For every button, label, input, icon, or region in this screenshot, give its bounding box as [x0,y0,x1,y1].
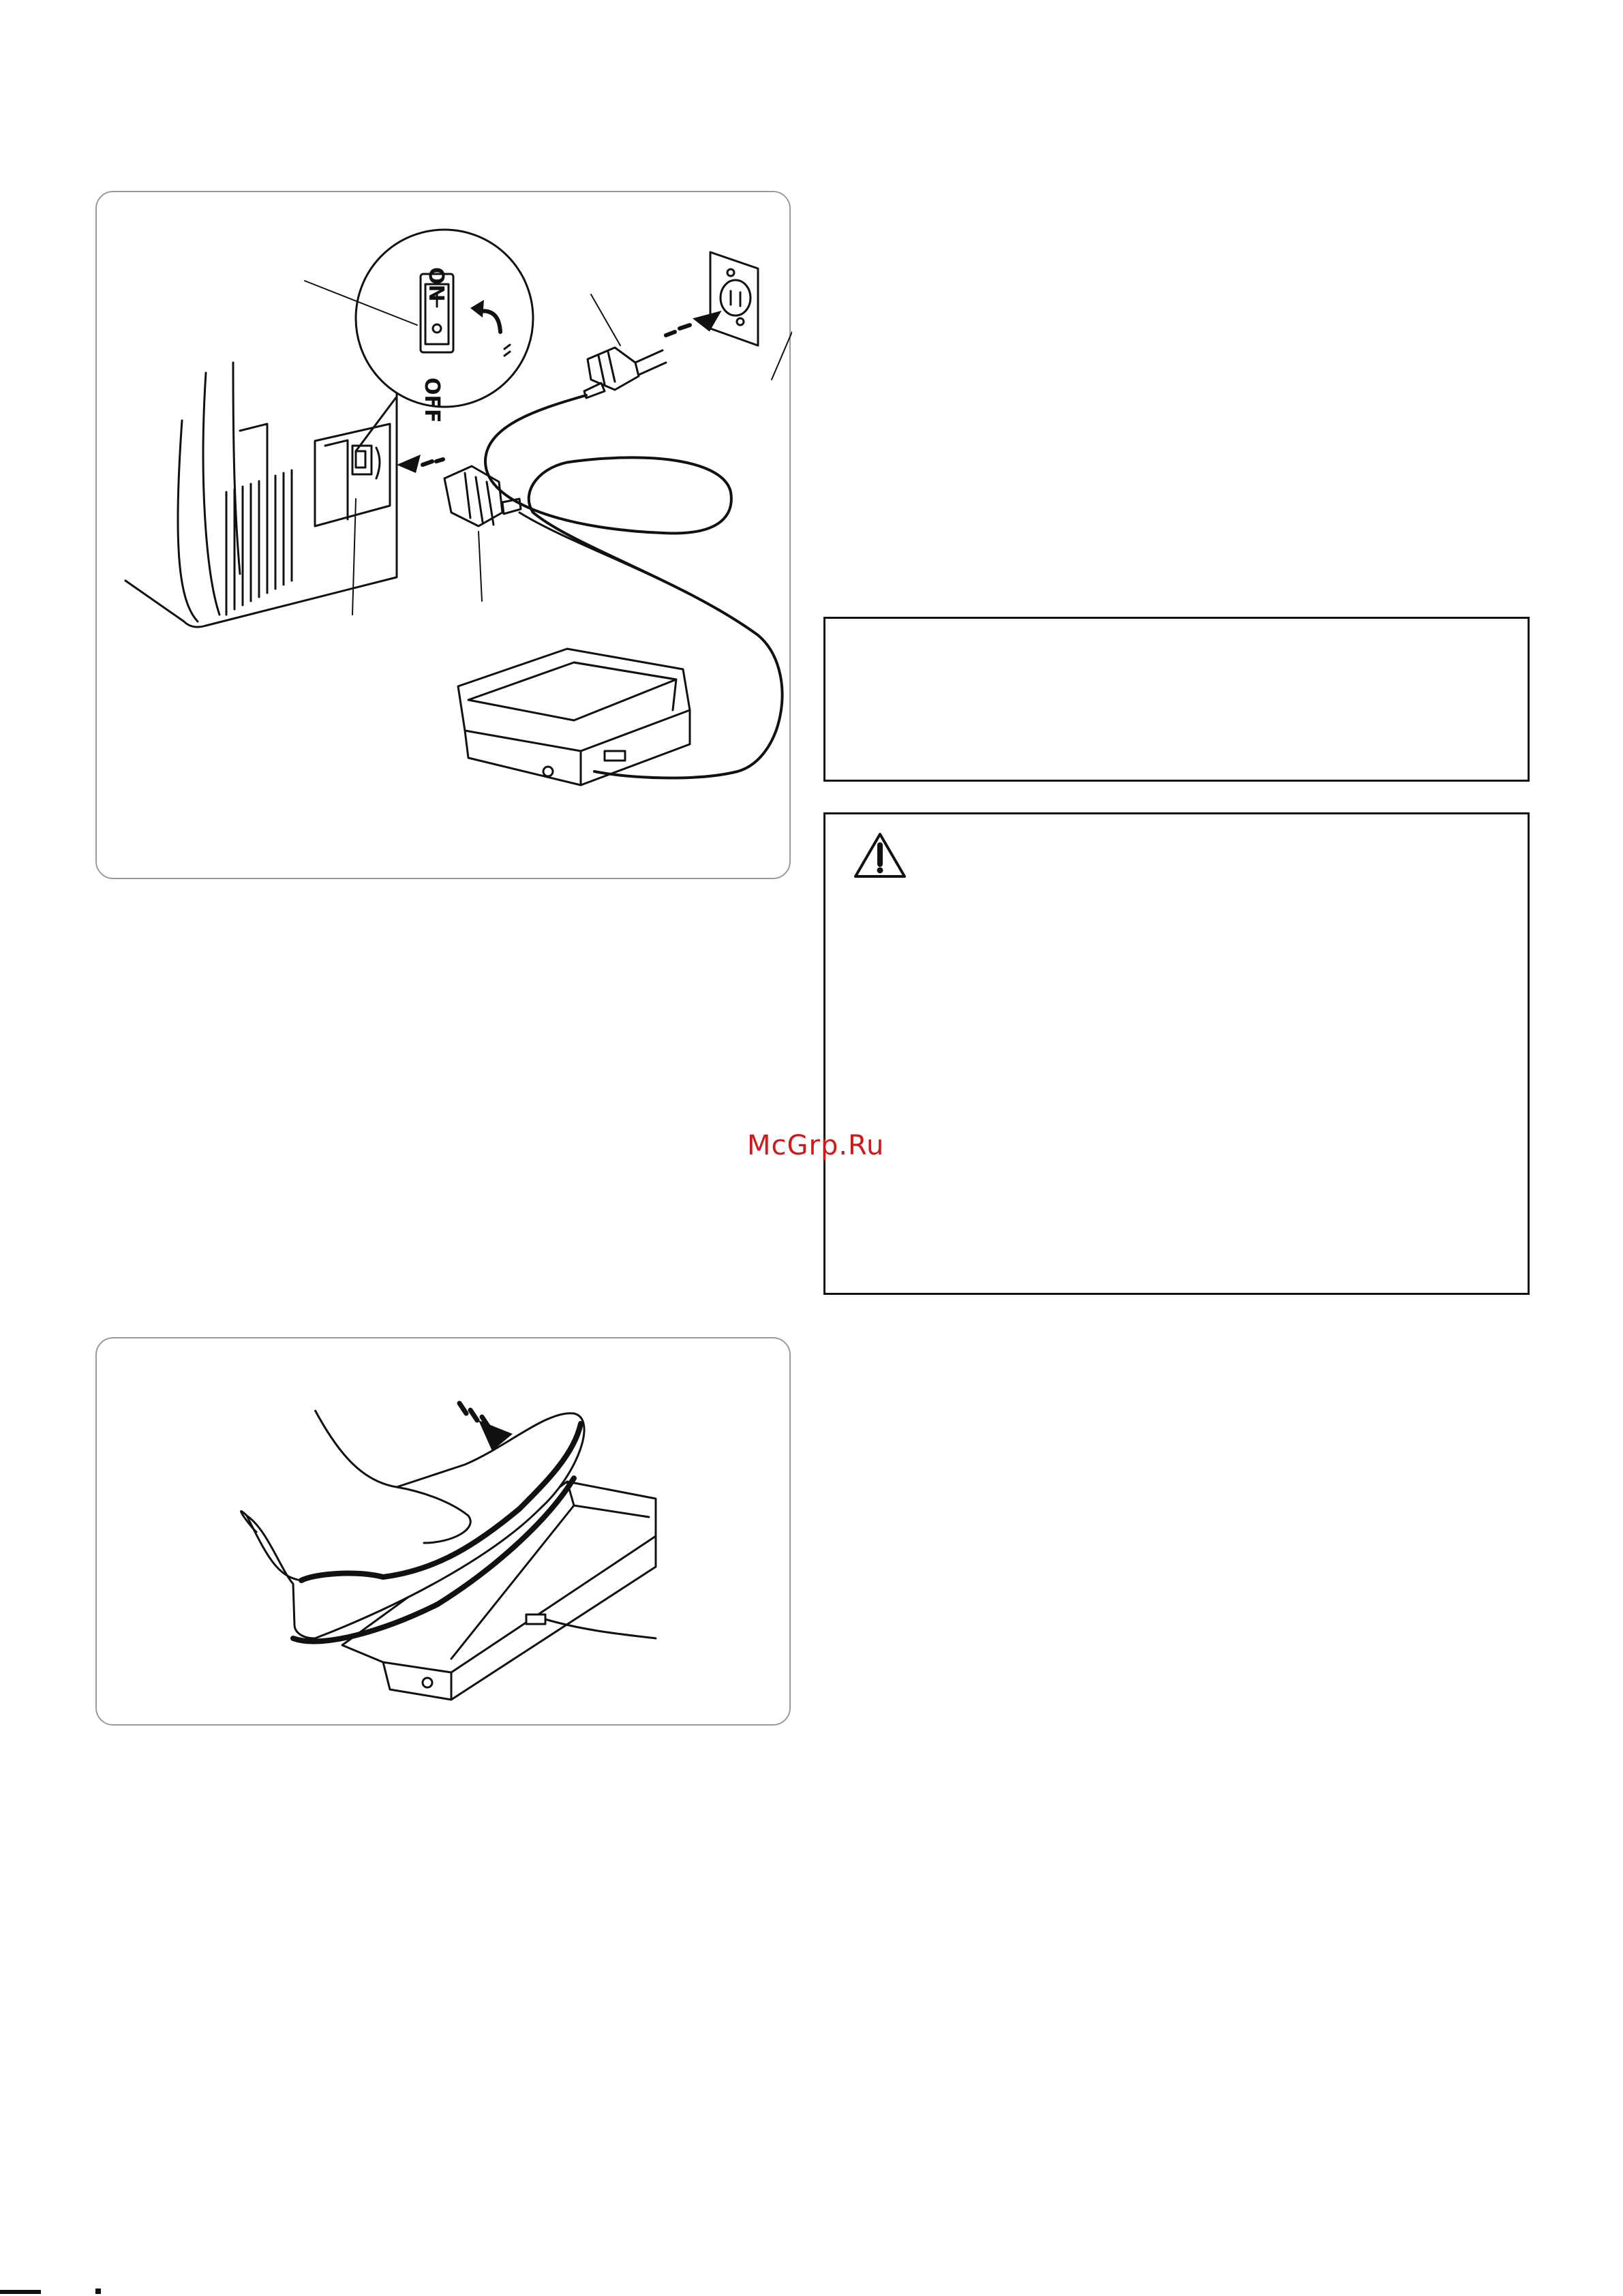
warning-triangle-icon [853,831,907,879]
foot-press-illustration [97,1338,792,1727]
switch-on-label: ON [424,267,448,302]
power-connection-illustration [97,192,792,881]
switch-off-label: OFF [420,378,444,423]
machine-plug [397,455,521,526]
page-footer-mark [0,2284,102,2296]
vent-slots [226,470,292,615]
foot-control [458,649,690,785]
caution-box [823,812,1530,1295]
figure-foot-control-press [95,1337,791,1726]
note-box [823,617,1530,782]
figure-power-connection [95,191,791,879]
sewing-machine-body [125,363,397,627]
wall-outlet [710,252,758,346]
wall-plug [584,311,726,398]
watermark: McGrp.Ru [747,1130,885,1161]
switch-magnifier [356,230,533,451]
